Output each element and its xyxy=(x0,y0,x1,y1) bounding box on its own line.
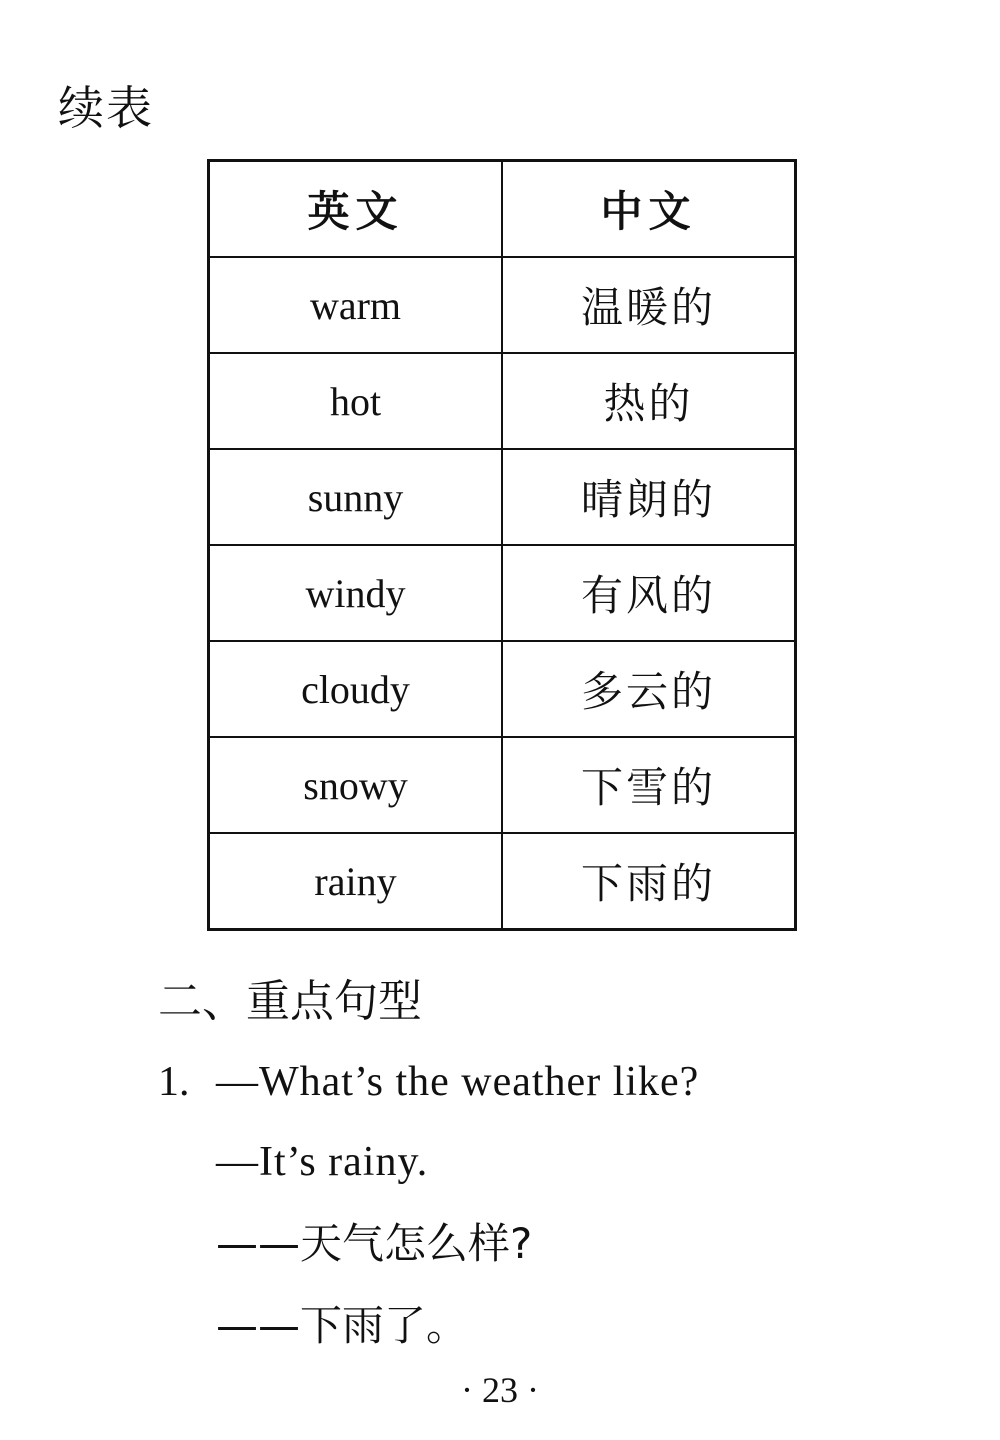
word-chinese: 下雪的 xyxy=(502,737,796,833)
item-number: 1. xyxy=(158,1059,190,1105)
answer-chinese: ——下雨了。 xyxy=(216,1301,469,1350)
table-row xyxy=(209,257,796,353)
page-number: · 23 · xyxy=(461,1370,539,1410)
word-english: warm xyxy=(209,257,503,353)
word-english: rainy xyxy=(209,833,503,930)
table-row xyxy=(209,641,796,737)
header-english: 英文 xyxy=(209,161,503,258)
word-chinese: 有风的 xyxy=(502,545,796,641)
continued-label: 续表 xyxy=(58,81,154,135)
header-chinese: 中文 xyxy=(502,161,796,258)
table-row xyxy=(209,353,796,449)
table-header-row xyxy=(209,161,796,258)
table-row xyxy=(209,833,796,930)
word-english: hot xyxy=(209,353,503,449)
word-chinese: 多云的 xyxy=(502,641,796,737)
table-row xyxy=(209,545,796,641)
word-chinese: 晴朗的 xyxy=(502,449,796,545)
vocabulary-table xyxy=(207,159,797,931)
section-heading: 二、重点句型 xyxy=(158,976,422,1027)
question-chinese: ——天气怎么样? xyxy=(216,1219,533,1268)
word-chinese: 温暖的 xyxy=(502,257,796,353)
answer-english: —It’s rainy. xyxy=(216,1139,429,1185)
word-chinese: 热的 xyxy=(502,353,796,449)
word-chinese: 下雨的 xyxy=(502,833,796,930)
table-row xyxy=(209,449,796,545)
word-english: sunny xyxy=(209,449,503,545)
word-english: snowy xyxy=(209,737,503,833)
table-row xyxy=(209,737,796,833)
word-english: windy xyxy=(209,545,503,641)
question-english: —What’s the weather like? xyxy=(216,1059,700,1105)
word-english: cloudy xyxy=(209,641,503,737)
